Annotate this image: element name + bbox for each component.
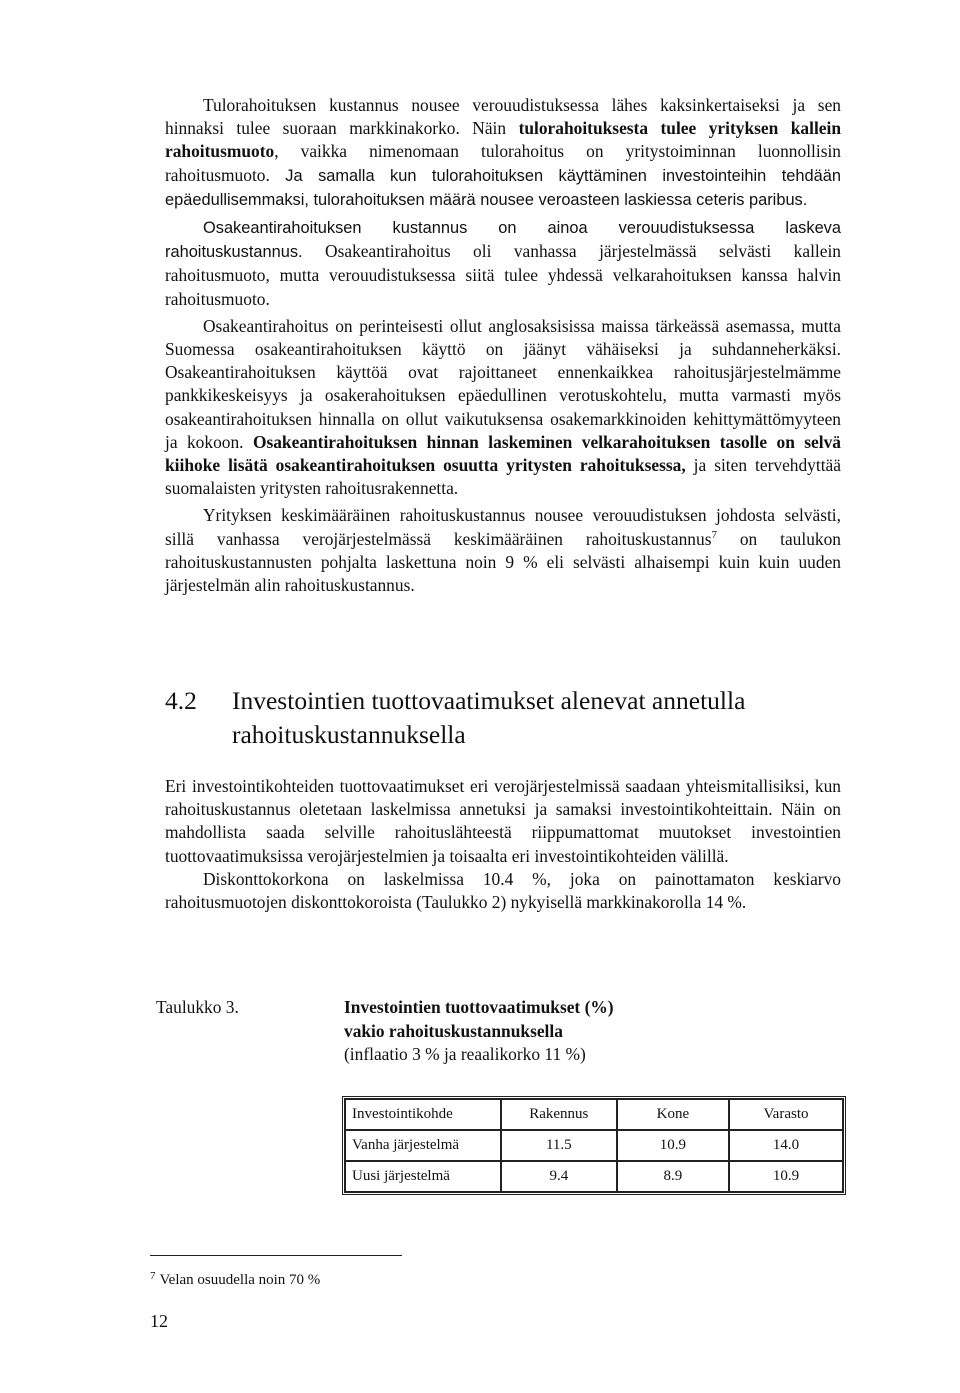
table-header-row bbox=[345, 1099, 843, 1130]
table-cell: 14.0 bbox=[729, 1130, 843, 1161]
row-label: Vanha järjestelmä bbox=[345, 1130, 501, 1161]
paragraph: Diskonttokorkona on laskelmissa 10.4 %, joka on painottamaton keskiarvo rahoitusmuotojen diskonttokoroista (Taulukko 2) nykyisellä markkinakorolla 14 %. bbox=[165, 868, 841, 913]
column-header: Rakennus bbox=[501, 1099, 617, 1130]
table-row bbox=[345, 1130, 843, 1161]
emphasis: Osakeantirahoituksen hinnan laskeminen velkarahoituksen tasolle on selvä kiihoke lisätä osakeantirahoituksen osuutta yritysten rahoituksessa, bbox=[165, 431, 841, 476]
table-row bbox=[345, 1161, 843, 1192]
section-4-1-body bbox=[165, 94, 841, 597]
emphasis: tulorahoituksesta tulee yrityksen kallein rahoitusmuoto bbox=[165, 118, 841, 162]
table-subtitle: (inflaatio 3 % ja reaalikorko 11 %) bbox=[344, 1044, 586, 1064]
footnote-text: Velan osuudella noin 70 % bbox=[159, 1272, 321, 1288]
table-cell: 9.4 bbox=[501, 1161, 617, 1192]
section-number: 4.2 bbox=[165, 686, 197, 715]
table-label: Taulukko 3. bbox=[156, 997, 239, 1017]
section-heading bbox=[165, 684, 845, 752]
footnote-marker: 7 bbox=[150, 1270, 156, 1282]
page-number: 12 bbox=[150, 1311, 168, 1331]
paragraph: Tulorahoituksen kustannus nousee verouudistuksessa lähes kaksinkertaiseksi ja sen hinnaksi tulee suoraan markkinakorko. Näin tulorahoituksesta tulee yrityksen kallein rahoitusmuoto, vaikka nimenomaan tulorahoitus on yritystoiminnan luonnollisin rahoitusmuoto. Ja samalla kun tulorahoituksen käyttäminen investointeihin tehdään epäedullisemmaksi, tulorahoituksen määrä nousee veroasteen laskiessa ceteris paribus. bbox=[165, 95, 841, 209]
table-cell: 8.9 bbox=[617, 1161, 729, 1192]
table-caption bbox=[156, 996, 846, 1067]
table-cell: 10.9 bbox=[729, 1161, 843, 1192]
table-title: Investointien tuottovaatimukset (%) bbox=[344, 997, 614, 1017]
footnote-reference: 7 bbox=[711, 528, 717, 541]
column-header: Kone bbox=[617, 1099, 729, 1130]
paragraph: Yrityksen keskimääräinen rahoituskustannus nousee verouudistuksen johdosta selvästi, sillä vanhassa verojärjestelmässä keskimääräinen rahoituskustannus$^7$ on taulukon rahoituskustannusten pohjalta laskettuna noin 9 % eli selvästi alhaisempi kuin kuin uuden järjestelmän alin rahoituskustannus. bbox=[165, 505, 841, 596]
column-header: Investointikohde bbox=[345, 1099, 501, 1130]
paragraph: Osakeantirahoitus on perinteisesti ollut anglosaksisissa maissa tärkeässä asemassa, mutta Suomessa osakeantirahoituksen käyttö on jäänyt vähäiseksi ja suhdanneherkäksi. Osakeantirahoituksen käyttöä ovat rajoittaneet ennenkaikkea rahoitusjärjestelmämme pankkikeskeisyys ja osakerahoituksen epäedullinen verotuskohtelu, mutta varmasti myös osakeantirahoituksen hinnalla on ollut vaikutuksensa osakemarkkinoiden kehittymättömyyteen ja kokoon. Osakeantirahoituksen hinnan laskeminen velkarahoituksen tasolle on selvä kiihoke lisätä osakeantirahoituksen osuutta yritysten rahoituksessa, ja siten tervehdyttää suomalaisten yritysten rahoitusrakennetta. bbox=[165, 315, 841, 499]
footnote-divider bbox=[150, 1255, 402, 1256]
row-label: Uusi järjestelmä bbox=[345, 1161, 501, 1192]
paragraph: Eri investointikohteiden tuottovaatimukset eri verojärjestelmissä saadaan yhteismitallisiksi, kun rahoituskustannus oletetaan laskelmissa annetuksi ja samaksi investointikohteittain. Näin on mahdollista saada selville rahoituslähteestä riippumattomat muutokset investointien tuottovaatimuksissa verojärjestelmien ja toisaalta eri investointikohteiden välillä. bbox=[165, 776, 841, 866]
column-header: Varasto bbox=[729, 1099, 843, 1130]
table-title-line2: vakio rahoituskustannuksella bbox=[344, 1020, 563, 1041]
paragraph: Osakeantirahoituksen kustannus on ainoa verouudistuksessa laskeva rahoituskustannus. Osakeantirahoitus oli vanhassa järjestelmässä selvästi kallein rahoitusmuoto, mutta verouudistuksessa siitä tulee yhdessä velkarahoituksen kanssa halvin rahoitusmuoto. bbox=[165, 219, 841, 309]
table-cell: 10.9 bbox=[617, 1130, 729, 1161]
section-title: Investointien tuottovaatimukset alenevat annetulla rahoituskustannuksella bbox=[232, 686, 746, 749]
footnote bbox=[150, 1266, 320, 1290]
table-cell: 11.5 bbox=[501, 1130, 617, 1161]
data-table bbox=[342, 1096, 846, 1195]
section-4-2-body bbox=[165, 775, 841, 914]
